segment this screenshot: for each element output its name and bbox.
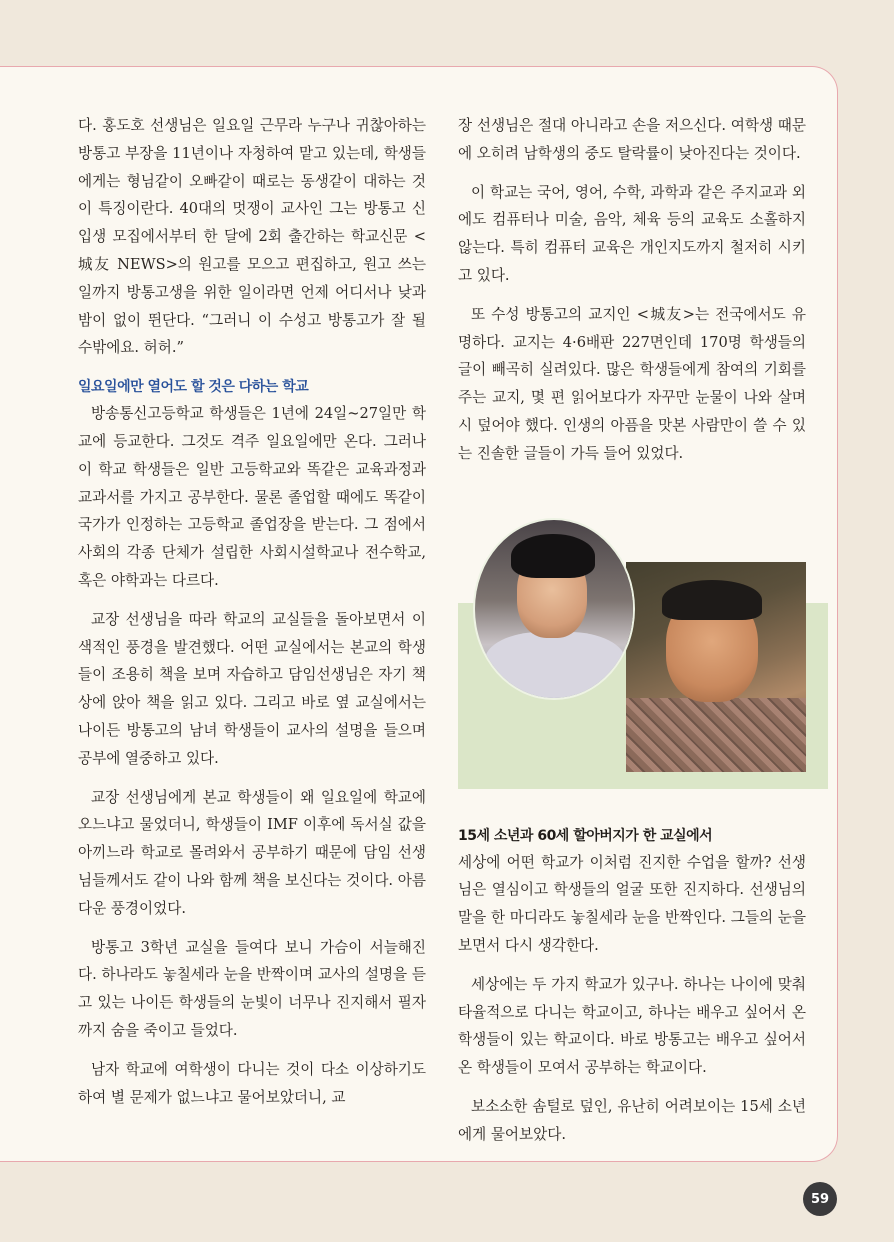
section-heading-sunday-school: 일요일에만 열어도 할 것은 다하는 학교 [78,379,309,396]
body-paragraph: 다. 홍도호 선생님은 일요일 근무라 누구나 귀찮아하는 방통고 부장을 11년이나 자청하여 맡고 있는데, 학생들에게는 형님같이 오빠같이 때로는 동생같이 대하는 것이 특징이란다. 40대의 멋쟁이 교사인 그는 방통고 신입생 모집에서부터 한 달에 2회 출간하는 학교신문 <城友 NEWS>의 원고를 모으고 편집하고, 원고 쓰는 일까지 방통고생을 위한 일이라면 언제 어디서나 낮과 밤이 없이 뛴단다. “그러니 이 수성고 방통고가 잘 될 수밖에요. 허허.” [78,117,426,357]
body-paragraph: 방통고 3학년 교실을 들여다 보니 가슴이 서늘해진다. 하나라도 놓칠세라 눈을 반짝이며 교사의 설명을 듣고 있는 나이든 학생들의 눈빛이 너무나 진지해서 필자까지 숨을 죽이고 들었다. [78,938,426,1039]
body-paragraph: 보소소한 솜털로 덮인, 유난히 어려보이는 15세 소년에게 물어보았다. [458,1097,806,1143]
body-paragraph: 교장 선생님을 따라 학교의 교실들을 돌아보면서 이색적인 풍경을 발견했다. 어떤 교실에서는 본교의 학생들이 조용히 책을 보며 자습하고 담임선생님은 자기 책상에 앉아 책을 읽고 있다. 그리고 바로 옆 교실에서는 나이든 방통고의 남녀 학생들이 교사의 설명을 들으며 공부에 열중하고 있다. [78,610,426,767]
body-paragraph: 이 학교는 국어, 영어, 수학, 과학과 같은 주지교과 외에도 컴퓨터나 미술, 음악, 체육 등의 교육도 소홀하지 않는다. 특히 컴퓨터 교육은 개인지도까지 철저히 시키고 있다. [458,183,806,284]
section-heading-same-classroom: 15세 소년과 60세 할아버지가 한 교실에서 [458,827,713,844]
page-number: 59 [803,1182,837,1216]
body-paragraph: 또 수성 방통고의 교지인 <城友>는 전국에서도 유명하다. 교지는 4·6배판 227면인데 170명 학생들의 글이 빼곡히 실려있다. 많은 학생들에게 참여의 기회를 주는 교지, 몇 편 읽어보다가 자꾸만 눈물이 나와 살며시 덮어야 했다. 인생의 아픔을 맛본 사람만이 쓸 수 있는 진솔한 글들이 가득 들어 있었다. [458,305,806,462]
right-column [458,112,806,1160]
body-paragraph: 장 선생님은 절대 아니라고 손을 저으신다. 여학생 때문에 오히려 남학생의 중도 탈락률이 낮아진다는 것이다. [458,117,806,162]
photo-spacer [458,479,806,811]
body-paragraph: 세상에 어떤 학교가 이처럼 진지한 수업을 할까? 선생님은 열심이고 학생들의 얼굴 또한 진지하다. 선생님의 말을 한 마디라도 놓칠세라 눈을 반짝인다. 그들의 눈을 보면서 다시 생각한다. [458,853,806,954]
body-paragraph: 남자 학교에 여학생이 다니는 것이 다소 이상하기도 하여 별 문제가 없느냐고 물어보았더니, 교 [78,1060,426,1106]
body-paragraph: 교장 선생님에게 본교 학생들이 왜 일요일에 학교에 오느냐고 물었더니, 학생들이 IMF 이후에 독서실 값을 아끼느라 학교로 몰려와서 공부하기 때문에 담임 선생님들께서도 같이 나와 함께 책을 보신다는 것이다. 아름다운 풍경이었다. [78,788,426,917]
body-paragraph: 방송통신고등학교 학생들은 1년에 24일~27일만 학교에 등교한다. 그것도 격주 일요일에만 온다. 그러나 이 학교 학생들은 일반 고등학교와 똑같은 교육과정과 교과서를 가지고 공부한다. 물론 졸업할 때에도 똑같이 국가가 인정하는 고등학교 졸업장을 받는다. 그 점에서 사회의 각종 단체가 설립한 사회시설학교나 전수학교, 혹은 야학과는 다르다. [78,405,426,589]
left-column [78,112,426,1122]
body-paragraph: 세상에는 두 가지 학교가 있구나. 하나는 나이에 맞춰 타율적으로 다니는 학교이고, 하나는 배우고 싶어서 온 학생들이 있는 학교이다. 바로 방통고는 배우고 싶어서 온 학생들이 모여서 공부하는 학교이다. [458,975,806,1077]
